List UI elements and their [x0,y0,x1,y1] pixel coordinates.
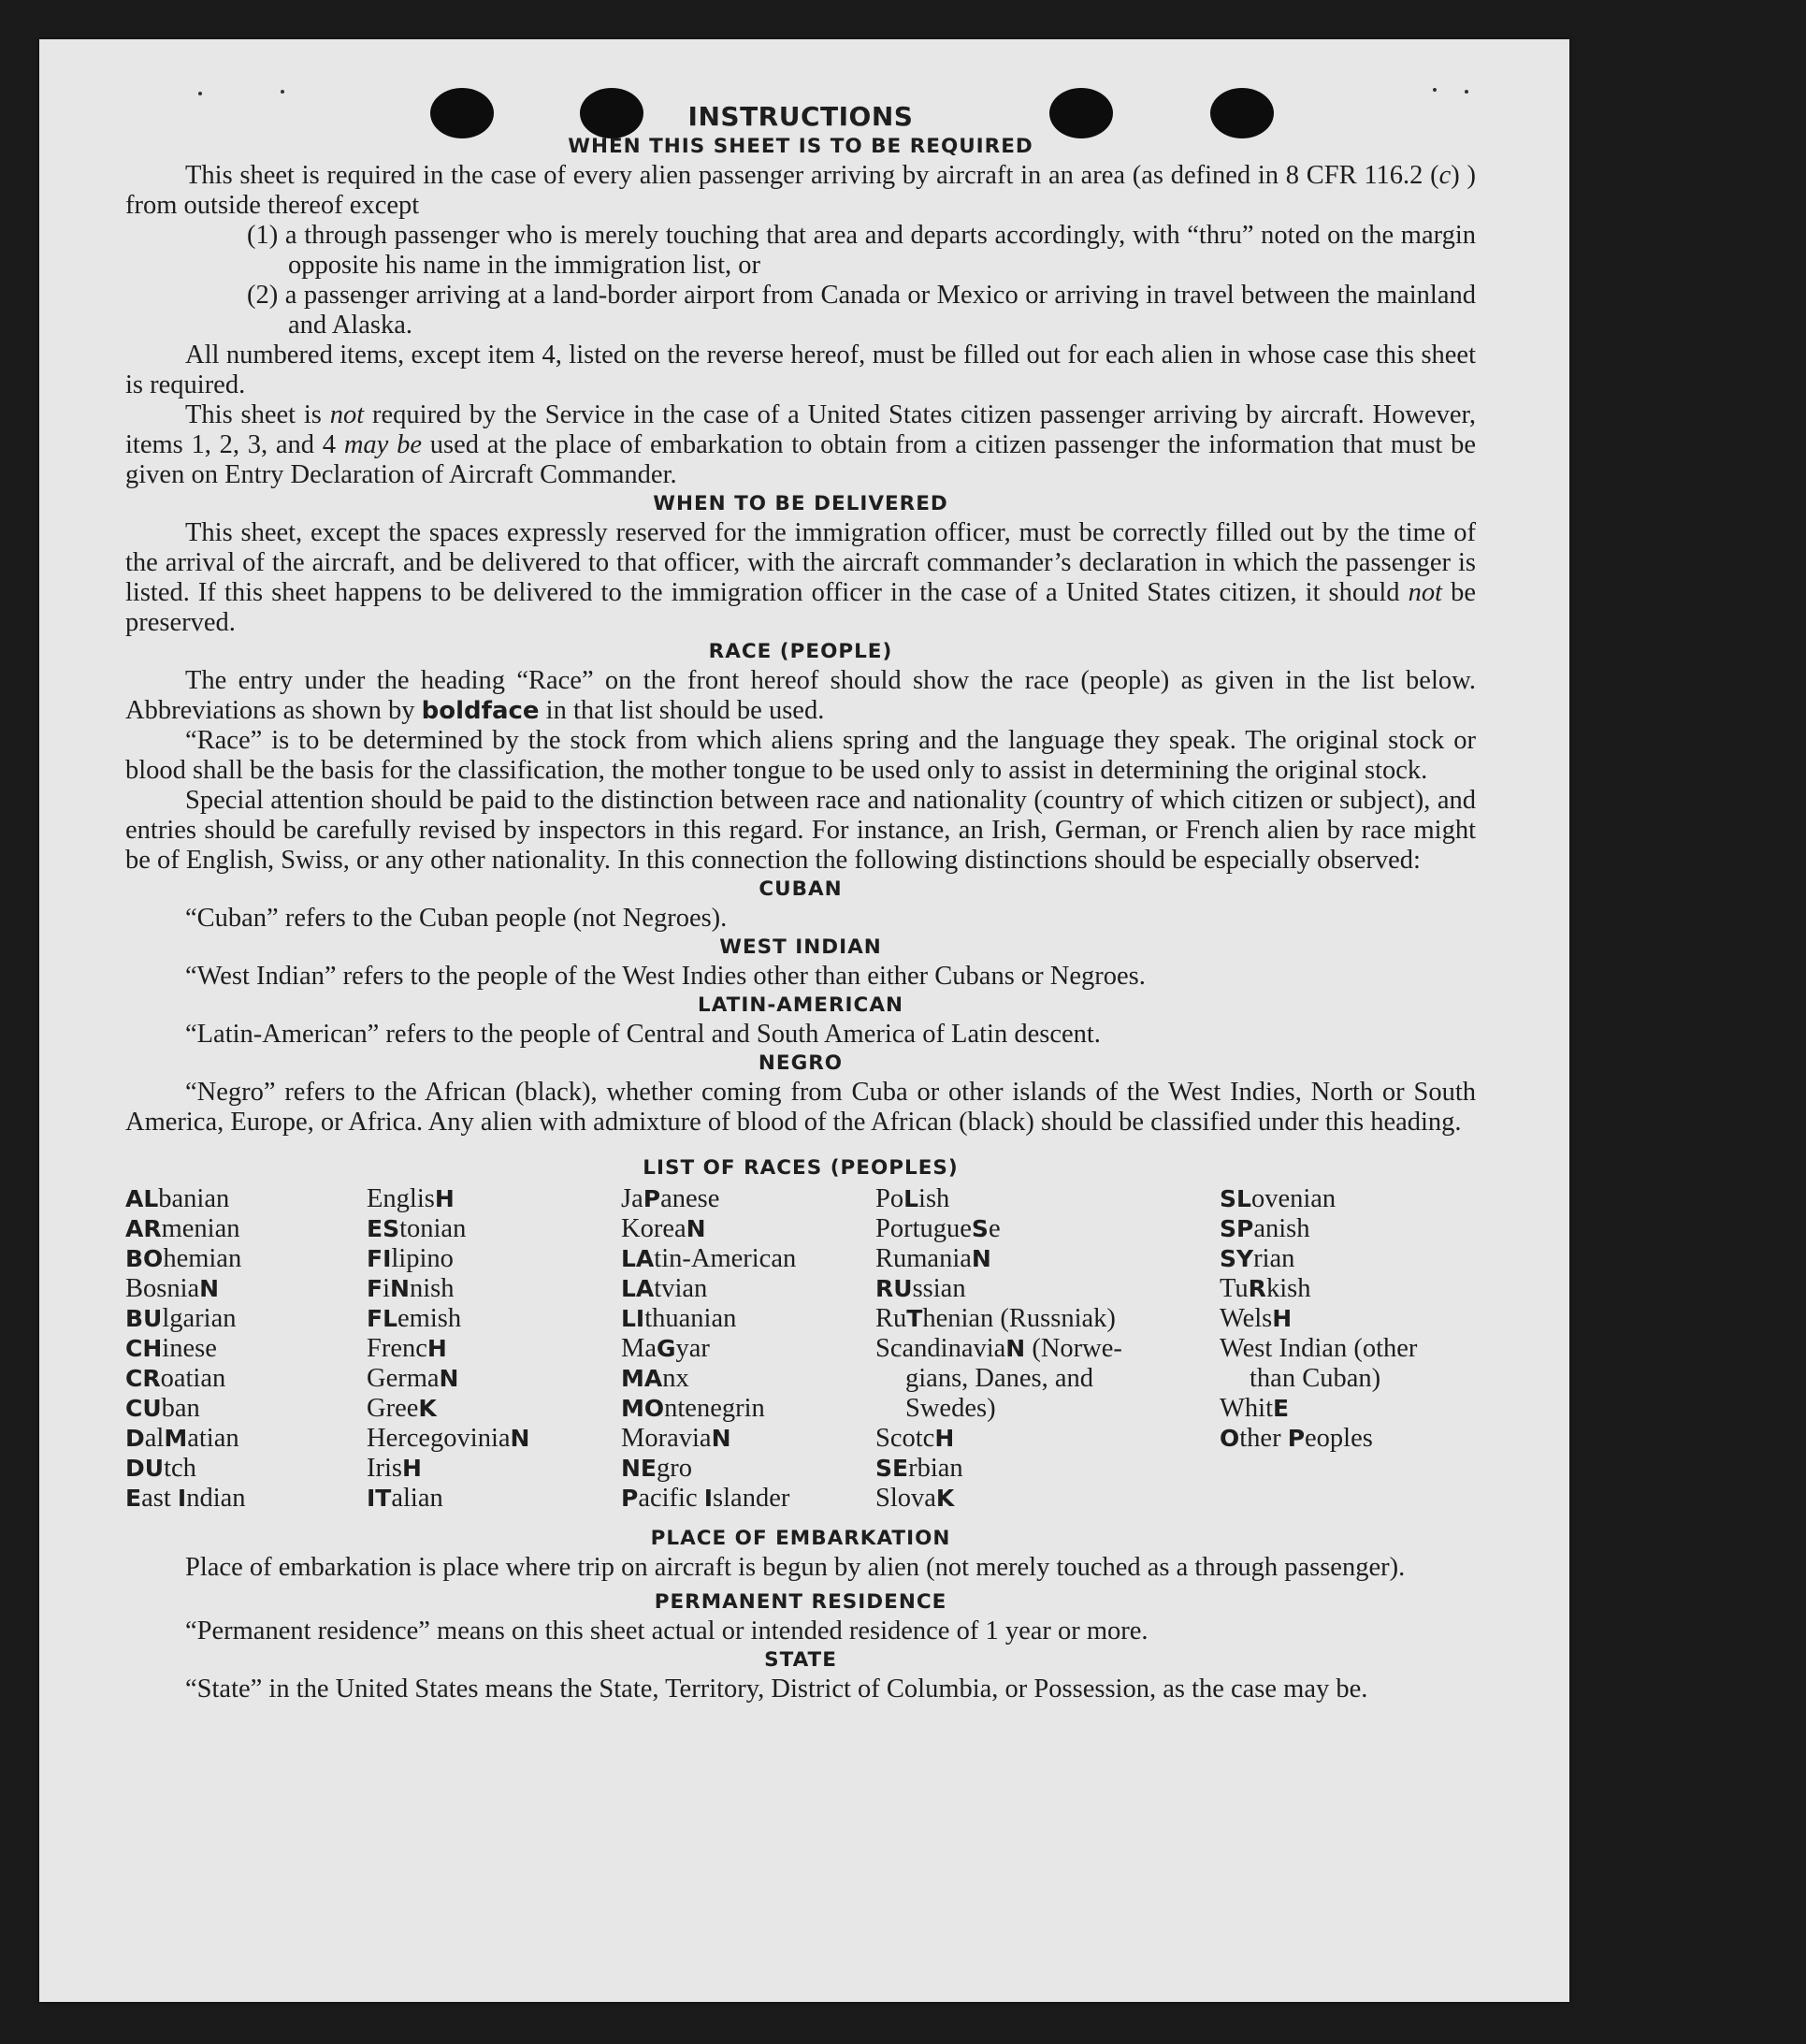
paragraph-race-entry: The entry under the heading “Race” on the front hereof should show the race (people) as given in the list below. Abbreviations as shown by boldface in that list should be used. [125,666,1476,725]
race-entry: WelsH [1220,1304,1293,1333]
race-entry: JaPanese [621,1184,720,1213]
race-entry: CUban [125,1394,200,1423]
race-entry: Swedes) [905,1394,996,1423]
document-page [39,39,1569,2002]
race-entry: GreeK [367,1394,437,1423]
race-entry: FLemish [367,1304,462,1333]
race-entry: TuRkish [1220,1274,1311,1303]
race-entry: RuThenian (Russniak) [875,1304,1116,1333]
paragraph-race-nationality: Special attention should be paid to the distinction between race and nationality (country of which citizen or subject), and entries should be carefully revised by inspectors in this regard. For instance, an Irish, German, or French alien by race might be of English, Swiss, or any other nationality. In this connection the following distinctions should be especially observed: [125,786,1476,875]
race-entry: MaGyar [621,1334,710,1363]
race-entry: CRoatian [125,1364,226,1393]
speck [281,90,284,94]
page-title: INSTRUCTIONS [687,101,914,132]
speck [1465,90,1468,94]
paragraph-race-stock: “Race” is to be determined by the stock from which aliens spring and the language they speak. The original stock or blood shall be the basis for the classification, the mother tongue to be used only to assist in determining the original stock. [125,726,1476,785]
paragraph-numbered-items: All numbered items, except item 4, listed on the reverse hereof, must be filled out for each alien in whose case this sheet is required. [125,341,1476,399]
paragraph-cuban: “Cuban” refers to the Cuban people (not Negroes). [185,904,728,933]
heading-state: STATE [764,1648,837,1672]
race-entry: MoraviaN [621,1424,731,1453]
races-column [621,1184,796,1514]
paragraph-state: “State” in the United States means the State, Territory, District of Columbia, or Possession, as the case may be. [185,1674,1368,1703]
race-entry: WhitE [1220,1394,1290,1423]
race-entry: SErbian [875,1454,963,1483]
exception-item-1: (1) a through passenger who is merely touching that area and departs accordingly, with “thru” noted on the margin opposite his name in the immigration list, or [247,221,1476,280]
race-entry: FIlipino [367,1244,454,1273]
heading-when-required: WHEN THIS SHEET IS TO BE REQUIRED [568,135,1033,158]
race-entry: PoLish [875,1184,950,1213]
race-entry: Other Peoples [1220,1424,1373,1453]
race-entry: DalMatian [125,1424,239,1453]
heading-negro: NEGRO [758,1051,844,1075]
race-entry: IrisH [367,1454,422,1483]
race-entry: SPanish [1220,1214,1310,1243]
race-entry: PortugueSe [875,1214,1001,1243]
exception-item-2: (2) a passenger arriving at a land-border airport from Canada or Mexico or arriving in travel between the mainland and Alaska. [247,281,1476,340]
race-entry: Pacific Islander [621,1484,790,1513]
race-entry: DUtch [125,1454,196,1483]
race-entry: NEgro [621,1454,693,1483]
race-entry: than Cuban) [1250,1364,1381,1393]
races-list [125,1184,1476,1525]
paragraph-negro: “Negro” refers to the African (black), whether coming from Cuba or other islands of the West Indies, North or South America, Europe, or Africa. Any alien with admixture of blood of the African (black) should be classified under this heading. [125,1078,1476,1137]
race-entry: gians, Danes, and [905,1364,1094,1393]
instructions-content [125,101,1476,1704]
heading-list-of-races: LIST OF RACES (PEOPLES) [643,1156,959,1180]
race-entry: RUssian [875,1274,966,1303]
race-entry: West Indian (other [1220,1334,1418,1363]
heading-when-delivered: WHEN TO BE DELIVERED [653,492,948,515]
races-column [125,1184,246,1514]
heading-latin-american: LATIN-AMERICAN [698,993,903,1017]
race-entry: HercegoviniaN [367,1424,530,1453]
paragraph-delivered: This sheet, except the spaces expressly reserved for the immigration officer, must be correctly filled out by the time of the arrival of the aircraft, and be delivered to that officer, with the aircraft commander’s declaration in which the passenger is listed. If this sheet happens to be delivered to the immigration officer in the case of a United States citizen, it should not be preserved. [125,518,1476,637]
speck [1433,88,1437,92]
paragraph-required: This sheet is required in the case of every alien passenger arriving by aircraft in an area (as defined in 8 CFR 116.2 (c) ) from outside thereof except [125,161,1476,220]
race-entry: BUlgarian [125,1304,237,1333]
race-entry: FiNnish [367,1274,455,1303]
heading-permanent-residence: PERMANENT RESIDENCE [654,1590,947,1614]
races-column [367,1184,529,1514]
heading-west-indian: WEST INDIAN [719,935,882,959]
paragraph-citizen: This sheet is not required by the Service in the case of a United States citizen passenger arriving by aircraft. However, items 1, 2, 3, and 4 may be used at the place of embarkation to obtain from a citizen passenger the information that must be given on Entry Declaration of Aircraft Commander. [125,400,1476,489]
race-entry: ARmenian [125,1214,240,1243]
race-entry: GermaN [367,1364,459,1393]
race-entry: ITalian [367,1484,443,1513]
race-entry: KoreaN [621,1214,706,1243]
race-entry: BosniaN [125,1274,220,1303]
heading-embarkation: PLACE OF EMBARKATION [650,1527,951,1550]
speck [198,92,202,95]
race-entry: SlovaK [875,1484,955,1513]
race-entry: East Indian [125,1484,246,1513]
race-entry: LAtin-American [621,1244,797,1273]
heading-cuban: CUBAN [759,877,843,901]
race-entry: LAtvian [621,1274,708,1303]
races-column [875,1184,1184,1514]
race-entry: ScandinaviaN (Norwe- [875,1334,1122,1363]
race-entry: MAnx [621,1364,689,1393]
paragraph-latin-american: “Latin-American” refers to the people of Central and South America of Latin descent. [185,1020,1101,1049]
paragraph-permanent-residence: “Permanent residence” means on this sheet actual or intended residence of 1 year or more. [185,1616,1149,1645]
race-entry: SYrian [1220,1244,1295,1273]
race-entry: BOhemian [125,1244,242,1273]
race-entry: RumaniaN [875,1244,991,1273]
race-entry: SLovenian [1220,1184,1336,1213]
heading-race: RACE (PEOPLE) [708,640,893,663]
paragraph-embarkation: Place of embarkation is place where trip on aircraft is begun by alien (not merely touched as a through passenger). [185,1553,1406,1582]
race-entry: EnglisH [367,1184,455,1213]
race-entry: ALbanian [125,1184,230,1213]
race-entry: FrencH [367,1334,447,1363]
race-entry: EStonian [367,1214,467,1243]
race-entry: LIthuanian [621,1304,737,1333]
races-column [1220,1184,1481,1454]
race-entry: CHinese [125,1334,217,1363]
race-entry: MOntenegrin [621,1394,765,1423]
paragraph-west-indian: “West Indian” refers to the people of the West Indies other than either Cubans or Negroes. [185,962,1146,991]
race-entry: ScotcH [875,1424,955,1453]
